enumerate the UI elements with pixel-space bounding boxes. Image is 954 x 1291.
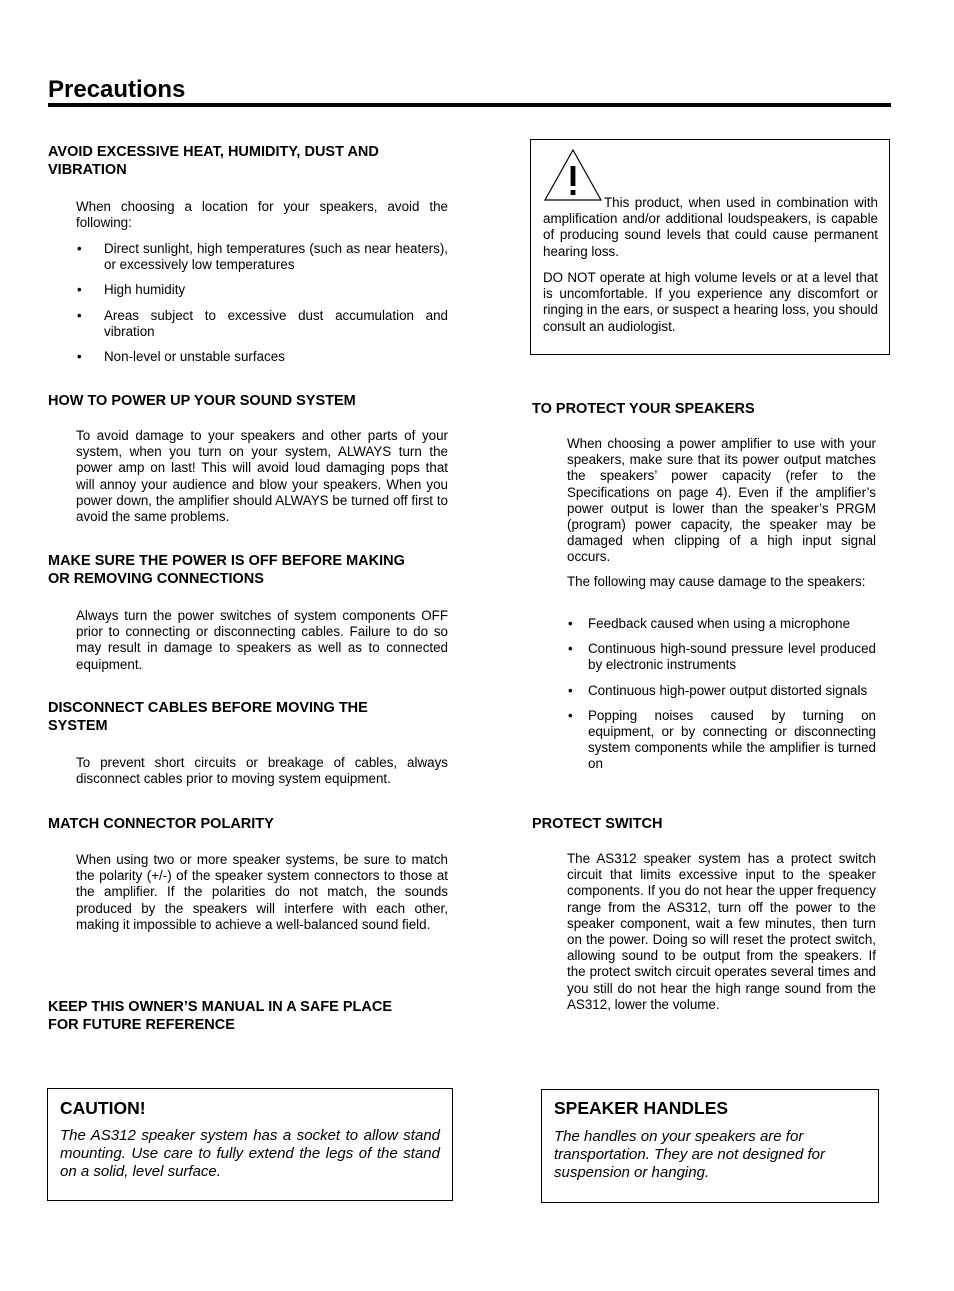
heading-line: MAKE SURE THE POWER IS OFF BEFORE MAKING	[48, 553, 405, 569]
damage-causes-list	[567, 616, 876, 773]
heading-line: DISCONNECT CABLES BEFORE MOVING THE	[48, 700, 368, 716]
list-item: • Popping noises caused by turning on equipment, or by connecting or disconnecting system components while the amplifier is turned on	[567, 708, 876, 773]
list-item: • Non-level or unstable surfaces	[76, 349, 448, 365]
power-off-body: Always turn the power switches of system components OFF prior to connecting or disconnecting cables. Failure to do so may result in damage to speakers as well as to connected equipment.	[76, 608, 448, 672]
list-item: • Direct sunlight, high temperatures (such as near heaters), or excessively low temperatures	[76, 241, 448, 273]
heat-humidity-heading	[48, 143, 379, 179]
page-title: Precautions	[48, 76, 186, 103]
list-item: • Continuous high-power output distorted signals	[567, 683, 876, 699]
protect-switch-body: The AS312 speaker system has a protect switch circuit that limits excessive input to the speaker components. If you do not hear the upper frequency range from the AS312, turn off the power to the speaker component, wait a few minutes, then turn on the power. Doing so will reset the protect switch, allowing sound to be output from the speakers. If the protect switch circuit operates several times and you still do not hear the high range sound from the AS312, lower the volume.	[567, 851, 876, 1012]
heading-line: SYSTEM	[48, 718, 108, 734]
heading-line: OR REMOVING CONNECTIONS	[48, 571, 264, 587]
polarity-heading: MATCH CONNECTOR POLARITY	[48, 816, 274, 832]
warning-text-1: This product, when used in combination with amplification and/or additional loudspeakers, is capable of producing sound levels that could cause permanent hearing loss.	[543, 195, 878, 259]
heading-line: AVOID EXCESSIVE HEAT, HUMIDITY, DUST AND	[48, 144, 379, 160]
protect-switch-heading: PROTECT SWITCH	[532, 816, 663, 832]
speaker-handles-text: The handles on your speakers are for transportation. They are not designed for suspension or hanging.	[554, 1128, 825, 1181]
caution-box	[47, 1088, 453, 1201]
heading-line: KEEP THIS OWNER’S MANUAL IN A SAFE PLACE	[48, 999, 392, 1015]
protect-speakers-heading: TO PROTECT YOUR SPEAKERS	[532, 401, 755, 417]
power-up-heading: HOW TO POWER UP YOUR SOUND SYSTEM	[48, 393, 356, 409]
caution-title: CAUTION!	[60, 1098, 146, 1118]
warning-triangle-icon	[543, 148, 603, 202]
caution-text: The AS312 speaker system has a socket to allow stand mounting. Use care to fully extend the legs of the stand on a solid, level surface.	[60, 1127, 440, 1180]
manual-heading	[48, 998, 392, 1034]
heading-line: VIBRATION	[48, 162, 127, 178]
protect-speakers-body-2: The following may cause damage to the speakers:	[567, 574, 866, 589]
hearing-warning-box	[530, 139, 890, 355]
power-off-heading	[48, 552, 405, 588]
heat-humidity-list	[76, 241, 448, 365]
disconnect-heading	[48, 699, 368, 735]
heat-humidity-intro: When choosing a location for your speakers, avoid the following:	[76, 199, 448, 231]
polarity-body: When using two or more speaker systems, be sure to match the polarity (+/-) of the speaker system connectors to those at the amplifier. If the polarities do not match, the sounds produced by the speakers will interfere with each other, making it impossible to achieve a well-balanced sound field.	[76, 852, 448, 932]
speaker-handles-box	[541, 1089, 879, 1203]
list-item: • Feedback caused when using a microphone	[567, 616, 876, 632]
speaker-handles-title: SPEAKER HANDLES	[554, 1098, 729, 1118]
list-item: • Areas subject to excessive dust accumulation and vibration	[76, 308, 448, 340]
power-up-body: To avoid damage to your speakers and other parts of your system, when you turn on your system, ALWAYS turn the power amp on last! This will avoid loud damaging pops that will annoy your audience and blow your speakers. When you power down, the amplifier should ALWAYS be turned off first to avoid the same problems.	[76, 428, 448, 525]
protect-speakers-body-1: When choosing a power amplifier to use with your speakers, make sure that its power output matches the speakers’ power capacity (refer to the Specifications on page 4). Even if the amplifier’s power output is lower than the speaker’s PRGM (program) power capacity, the speaker may be damaged when clipping of a high input signal occurs.	[567, 436, 876, 565]
heading-line: FOR FUTURE REFERENCE	[48, 1017, 235, 1033]
disconnect-body: To prevent short circuits or breakage of cables, always disconnect cables prior to moving system equipment.	[76, 755, 448, 787]
warning-text-2: DO NOT operate at high volume levels or at a level that is uncomfortable. If you experience any discomfort or ringing in the ears, or suspect a hearing loss, you should consult an audiologist.	[543, 270, 878, 334]
list-item: • High humidity	[76, 282, 448, 298]
list-item: • Continuous high-sound pressure level produced by electronic instruments	[567, 641, 876, 673]
title-underline	[48, 103, 891, 107]
